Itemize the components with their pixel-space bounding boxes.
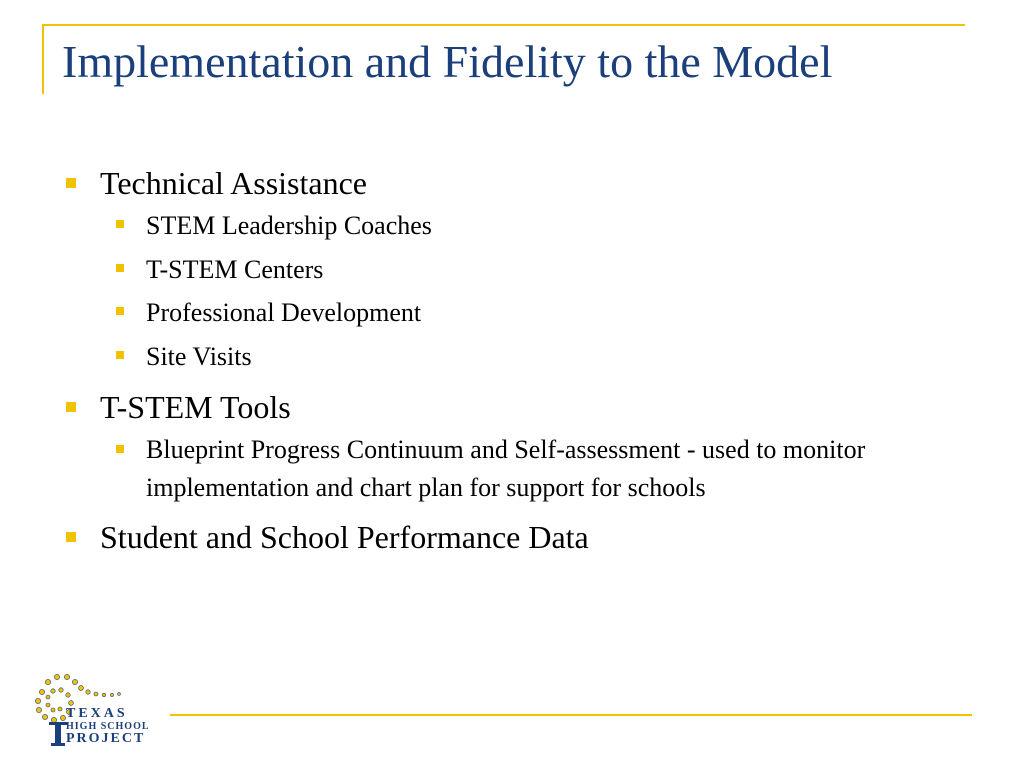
sub-bullet-marker	[116, 351, 124, 359]
sub-bullet-text: STEM Leadership Coaches	[146, 211, 432, 241]
title-frame-top-rule	[42, 24, 965, 26]
logo-text-line2: HIGH SCHOOL	[66, 721, 150, 732]
footer-rule	[170, 714, 972, 716]
sub-bullet-text: Blueprint Progress Continuum and Self-assessment - used to monitor implementation and chart plan for support for schools	[146, 434, 866, 502]
sub-bullet-blueprint-progress-continuum	[62, 431, 992, 506]
logo-text-line3: PROJECT	[66, 731, 146, 746]
bullet-technical-assistance	[62, 164, 992, 202]
bullet-student-school-performance-data	[62, 518, 992, 556]
bullet-marker	[66, 178, 76, 188]
sub-bullet-marker	[116, 445, 124, 453]
logo-text-line1: TEXAS	[66, 706, 128, 721]
sub-bullet-text: T-STEM Centers	[146, 254, 324, 284]
title-frame-left-rule	[42, 24, 44, 94]
bullet-t-stem-tools	[62, 388, 992, 426]
sub-bullet-text: Professional Development	[146, 298, 422, 328]
sub-bullet-stem-leadership-coaches	[62, 206, 992, 246]
sub-bullet-marker	[116, 264, 124, 272]
bullet-text: T-STEM Tools	[100, 389, 291, 426]
sub-bullet-professional-development	[62, 293, 992, 333]
torch-icon	[49, 722, 67, 746]
bullet-marker	[66, 402, 76, 412]
sub-bullet-marker	[116, 220, 124, 228]
sub-bullet-site-visits	[62, 337, 992, 377]
slide-title: Implementation and Fidelity to the Model	[62, 36, 833, 87]
bullet-marker	[66, 532, 76, 542]
bullet-text: Technical Assistance	[100, 165, 367, 201]
bullet-text: Student and School Performance Data	[100, 519, 589, 556]
sub-bullet-t-stem-centers	[62, 250, 992, 290]
sub-bullet-marker	[116, 307, 124, 315]
sub-bullet-text: Site Visits	[146, 341, 252, 371]
slide-body	[62, 164, 992, 557]
